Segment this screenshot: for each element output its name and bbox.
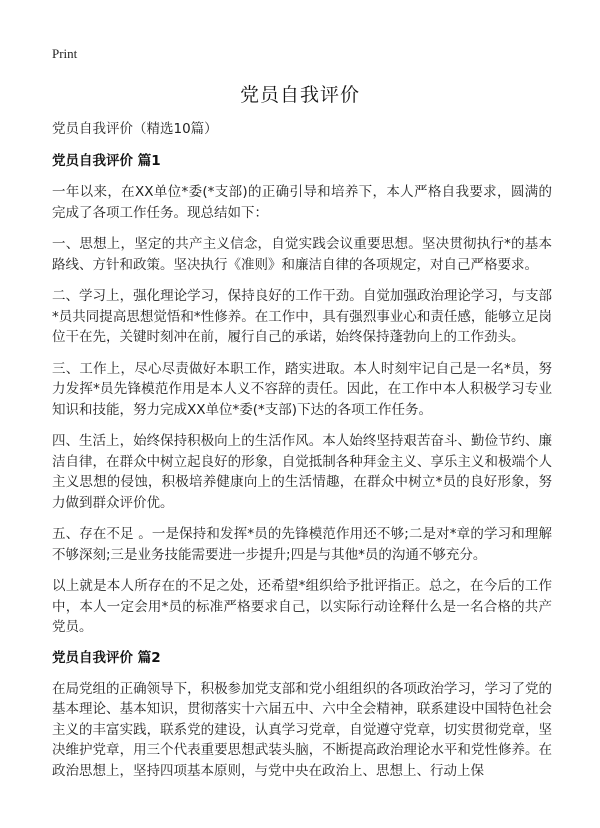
paragraph: 四、生活上，始终保持积极向上的生活作风。本人始终坚持艰苦奋斗、勤俭节约、廉洁自律，在群众中树立起良好的形象，自觉抵制各种拜金主义、享乐主义和极端个人主义思想的侵蚀，积极培养健康向上的生活情趣，在群众中树立*员的良好形象，努力做到群众评价优。	[52, 433, 552, 511]
page-title: 党员自我评价	[239, 84, 360, 106]
paragraph: 以上就是本人所存在的不足之处，还希望*组织给予批评指正。总之，在今后的工作中，本人一定会用*员的标准严格要求自己，以实际行动诠释什么是一名合格的共产党员。	[52, 578, 552, 635]
section-2	[52, 649, 552, 782]
paragraph: 三、工作上，尽心尽责做好本职工作，踏实进取。本人时刻牢记自己是一名*员，努力发挥*员先锋模范作用是本人义不容辞的责任。因此，在工作中本人积极学习专业知识和技能，努力完成XX单位*委(*支部)下达的各项工作任务。	[52, 360, 552, 418]
paragraph: 五、存在不足 。一是保持和发挥*员的先锋模范作用还不够;二是对*章的学习和理解不够深刻;三是业务技能需要进一步提升;四是与其他*员的沟通不够充分。	[52, 526, 552, 563]
paragraph: 在局党组的正确领导下，积极参加党支部和党小组组织的各项政治学习，学习了党的基本理论、基本知识，贯彻落实十六届五中、六中全会精神，联系建设中国特色社会主义的丰富实践，联系党的建设，认真学习党章，自觉遵守党章，切实贯彻党章，坚决维护党章，用三个代表重要思想武装头脑，不断提高政治理论水平和党性修养。在政治思想上，坚持四项基本原则，与党中央在政治上、思想上、行动上保	[52, 680, 552, 779]
paragraph: 一年以来，在XX单位*委(*支部)的正确引导和培养下，本人严格自我要求，圆满的完成了各项工作任务。现总结如下：	[52, 184, 552, 221]
document-subtitle: 党员自我评价（精选10篇）	[52, 121, 218, 137]
section-heading: 党员自我评价 篇2	[52, 649, 161, 666]
section-1	[52, 152, 552, 638]
document-body	[52, 120, 552, 792]
print-link[interactable]: Print	[52, 46, 78, 61]
paragraph: 一、思想上，坚定的共产主义信念，自觉实践会议重要思想。坚决贯彻执行*的基本路线、方针和政策。坚决执行《准则》和廉洁自律的各项规定，对自己严格要求。	[52, 236, 552, 273]
paragraph: 二、学习上，强化理论学习，保持良好的工作干劲。自觉加强政治理论学习，与支部*员共同提高思想觉悟和*性修养。在工作中，具有强烈事业心和责任感，能够立足岗位干在先，关键时刻冲在前，履行自己的承诺，始终保持蓬勃向上的工作劲头。	[52, 288, 552, 345]
section-heading: 党员自我评价 篇1	[52, 153, 161, 169]
